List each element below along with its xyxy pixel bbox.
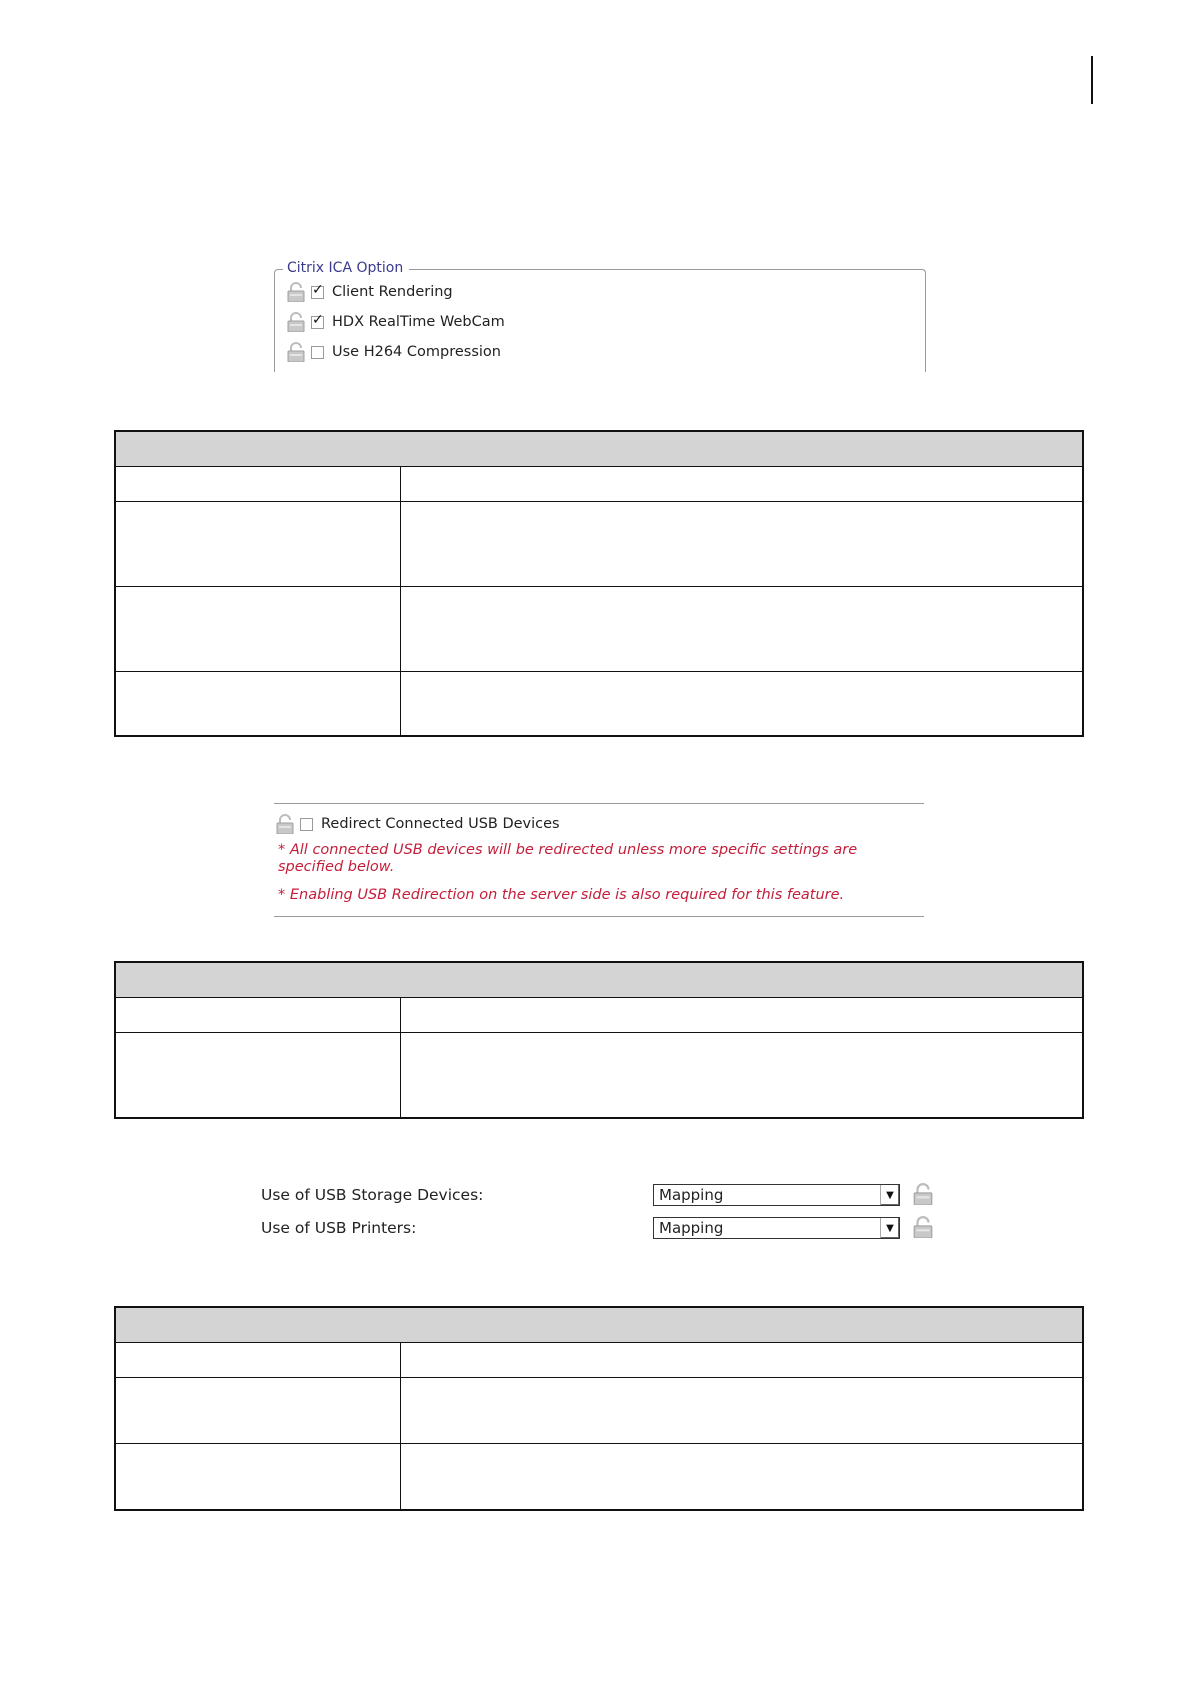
table-cell — [401, 467, 1082, 501]
table-header — [116, 963, 1082, 998]
table-header — [116, 432, 1082, 467]
table-cell — [116, 502, 401, 586]
lock-icon[interactable] — [913, 1216, 933, 1238]
settings-table-2 — [114, 961, 1084, 1119]
table-header — [116, 1308, 1082, 1343]
option-hdx-realtime-webcam[interactable] — [287, 310, 505, 334]
redirect-usb-option[interactable] — [276, 812, 560, 836]
option-label: Use H264 Compression — [332, 344, 501, 360]
table-cell — [116, 587, 401, 671]
usb-printers-label: Use of USB Printers: — [261, 1219, 417, 1237]
hdx-webcam-checkbox[interactable] — [311, 316, 324, 329]
table-cell — [401, 1343, 1082, 1377]
usb-note-all-devices: * All connected USB devices will be redirected unless more specific settings are specified below. — [278, 842, 858, 875]
table-cell — [116, 1343, 401, 1377]
table-cell — [401, 672, 1082, 735]
table-row — [116, 672, 1082, 735]
lock-icon[interactable] — [276, 814, 294, 834]
usb-storage-label: Use of USB Storage Devices: — [261, 1186, 484, 1204]
table-row — [116, 467, 1082, 502]
option-label: Client Rendering — [332, 284, 453, 300]
h264-compression-checkbox[interactable] — [311, 346, 324, 359]
option-label: Redirect Connected USB Devices — [321, 816, 560, 832]
citrix-ica-option-group — [274, 260, 926, 372]
table-row — [116, 1343, 1082, 1378]
usb-printers-select[interactable] — [653, 1217, 900, 1239]
table-cell — [116, 467, 401, 501]
table-row — [116, 998, 1082, 1033]
table-cell — [401, 587, 1082, 671]
table-cell — [401, 998, 1082, 1032]
table-cell — [116, 1444, 401, 1509]
option-use-h264-compression[interactable] — [287, 340, 501, 364]
table-row — [116, 502, 1082, 587]
table-cell — [401, 1378, 1082, 1443]
table-cell — [401, 502, 1082, 586]
table-cell — [116, 998, 401, 1032]
table-cell — [401, 1444, 1082, 1509]
table-cell — [116, 672, 401, 735]
group-legend: Citrix ICA Option — [283, 260, 409, 276]
option-client-rendering[interactable] — [287, 280, 453, 304]
table-row — [116, 1444, 1082, 1509]
usb-storage-select[interactable] — [653, 1184, 900, 1206]
table-row — [116, 1378, 1082, 1444]
table-row — [116, 587, 1082, 672]
lock-icon[interactable] — [287, 342, 305, 362]
select-value: Mapping — [659, 1219, 724, 1237]
option-label: HDX RealTime WebCam — [332, 314, 505, 330]
lock-icon[interactable] — [913, 1183, 933, 1205]
chevron-down-icon[interactable]: ▼ — [880, 1218, 899, 1238]
table-cell — [401, 1033, 1082, 1117]
page-edge-rule — [1091, 56, 1093, 104]
usb-note-server-side: * Enabling USB Redirection on the server side is also required for this feature. — [278, 887, 845, 903]
redirect-usb-checkbox[interactable] — [300, 818, 313, 831]
lock-icon[interactable] — [287, 312, 305, 332]
table-cell — [116, 1378, 401, 1443]
table-row — [116, 1033, 1082, 1117]
client-rendering-checkbox[interactable] — [311, 286, 324, 299]
chevron-down-icon[interactable]: ▼ — [880, 1185, 899, 1205]
settings-table-3 — [114, 1306, 1084, 1511]
select-value: Mapping — [659, 1186, 724, 1204]
table-cell — [116, 1033, 401, 1117]
settings-table-1 — [114, 430, 1084, 737]
lock-icon[interactable] — [287, 282, 305, 302]
usb-redirection-panel — [274, 803, 924, 917]
